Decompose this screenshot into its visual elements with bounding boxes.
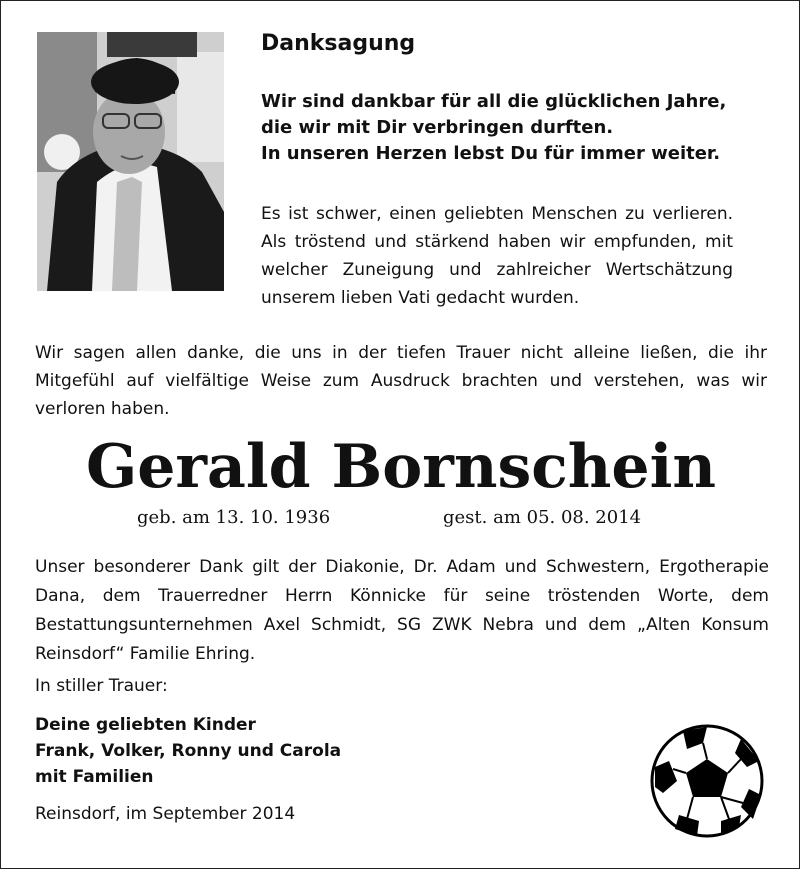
death-date: gest. am 05. 08. 2014: [443, 507, 642, 528]
deceased-name: Gerald Bornschein: [85, 432, 717, 502]
portrait-photo: [37, 32, 224, 291]
paragraph-special-thanks: Unser besonderer Dank gilt der Diakonie, Dr. Adam und Schwestern, Ergotherapie Dana, dem Trauerredner Herrn Könnicke für seine tröstenden Worte, dem Bestattungsunternehmen Axel Schmidt, SG ZWK Nebra und dem „Alten Konsum Reinsdorf“ Familie Ehring.: [35, 557, 769, 664]
soccer-ball-icon: [649, 723, 765, 843]
paragraph-thanks-all: Wir sagen allen danke, die uns in der tiefen Trauer nicht alleine ließen, die ihr Mitgefühl auf vielfältige Weise zum Ausdruck brachten und verstehen, was wir verloren haben.: [35, 343, 767, 419]
mourning-line: In stiller Trauer:: [35, 676, 168, 696]
family-line: Deine geliebten Kinder: [35, 715, 256, 735]
family-line: mit Familien: [35, 767, 154, 787]
intro-line: In unseren Herzen lebst Du für immer weiter.: [261, 143, 721, 164]
portrait-illustration: [37, 32, 224, 291]
family-signature: [35, 712, 341, 790]
intro-line: die wir mit Dir verbringen durften.: [261, 117, 614, 138]
place-date: Reinsdorf, im September 2014: [35, 804, 296, 824]
intro-line: Wir sind dankbar für all die glücklichen Jahre,: [261, 91, 727, 112]
paragraph-condolence: Es ist schwer, einen geliebten Menschen zu verlieren. Als tröstend und stärkend haben wir empfunden, mit welcher Zuneigung und zahlreicher Wertschätzung unserem lieben Vati gedacht wurden.: [261, 204, 733, 308]
family-line: Frank, Volker, Ronny und Carola: [35, 741, 342, 761]
soccer-ball-graphic: [649, 723, 765, 839]
birth-date: geb. am 13. 10. 1936: [137, 507, 331, 528]
heading: Danksagung: [261, 31, 416, 56]
intro-text: [261, 89, 726, 167]
